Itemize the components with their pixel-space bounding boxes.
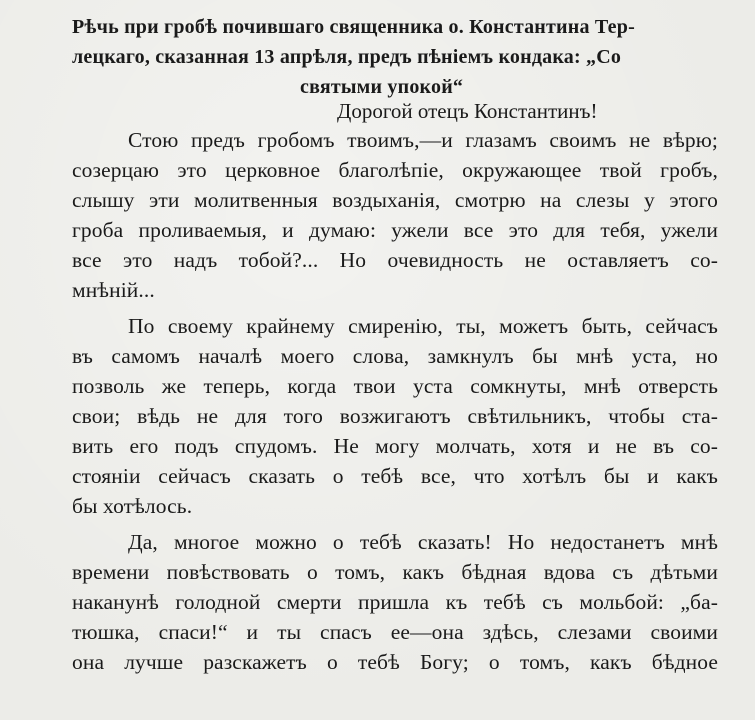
text-line: мнѣній...: [72, 278, 155, 302]
text-line: слышу эти молитвенныя воздыханія, смотрю на слезы у этого: [72, 188, 718, 212]
text-line: бы хотѣлось.: [72, 494, 193, 518]
text-line: все это надъ тобой?... Но очевидность не оставляетъ со-: [72, 248, 718, 272]
text-line: позволь же теперь, когда твои уста сомкнуты, мнѣ отверсть: [72, 374, 718, 398]
text-line: Да, многое можно о тебѣ сказать! Но недостанетъ мнѣ: [128, 530, 718, 554]
text-line: она лучше разскажетъ о тебѣ Богу; о томъ, какъ бѣдное: [72, 650, 718, 674]
text-line: созерцаю это церковное благолѣпіе, окружающее твой гробъ,: [72, 158, 718, 182]
text-line: въ самомъ началѣ моего слова, замкнулъ бы мнѣ уста, но: [72, 344, 718, 368]
text-line: свои; вѣдь не для того возжигаютъ свѣтильникъ, чтобы ста-: [72, 404, 718, 428]
title-line: Рѣчь при гробѣ почившаго священника о. Константина Тер-: [72, 16, 635, 38]
text-line: стояніи сейчасъ сказать о тебѣ все, что хотѣлъ бы и какъ: [72, 464, 718, 488]
text-line: вить его подъ спудомъ. Не могу молчать, хотя и не въ со-: [72, 434, 718, 458]
title-line: святыми упокой“: [300, 76, 464, 98]
title-line: лецкаго, сказанная 13 апрѣля, предъ пѣніемъ кондака: „Со: [72, 46, 622, 68]
salutation: Дорогой отецъ Константинъ!: [337, 99, 598, 123]
text-line: наканунѣ голодной смерти пришла къ тебѣ съ мольбой: „ба-: [72, 590, 718, 614]
text-line: тюшка, спаси!“ и ты спасъ ее—она здѣсь, слезами своими: [72, 620, 718, 644]
text-line: гроба проливаемыя, и думаю: ужели все это для тебя, ужели: [72, 218, 718, 242]
text-line: времени повѣствовать о томъ, какъ бѣдная вдова съ дѣтьми: [72, 560, 718, 584]
text-line: Стою предъ гробомъ твоимъ,—и глазамъ своимъ не вѣрю;: [128, 128, 718, 152]
text-line: По своему крайнему смиренію, ты, можетъ быть, сейчасъ: [128, 314, 718, 338]
